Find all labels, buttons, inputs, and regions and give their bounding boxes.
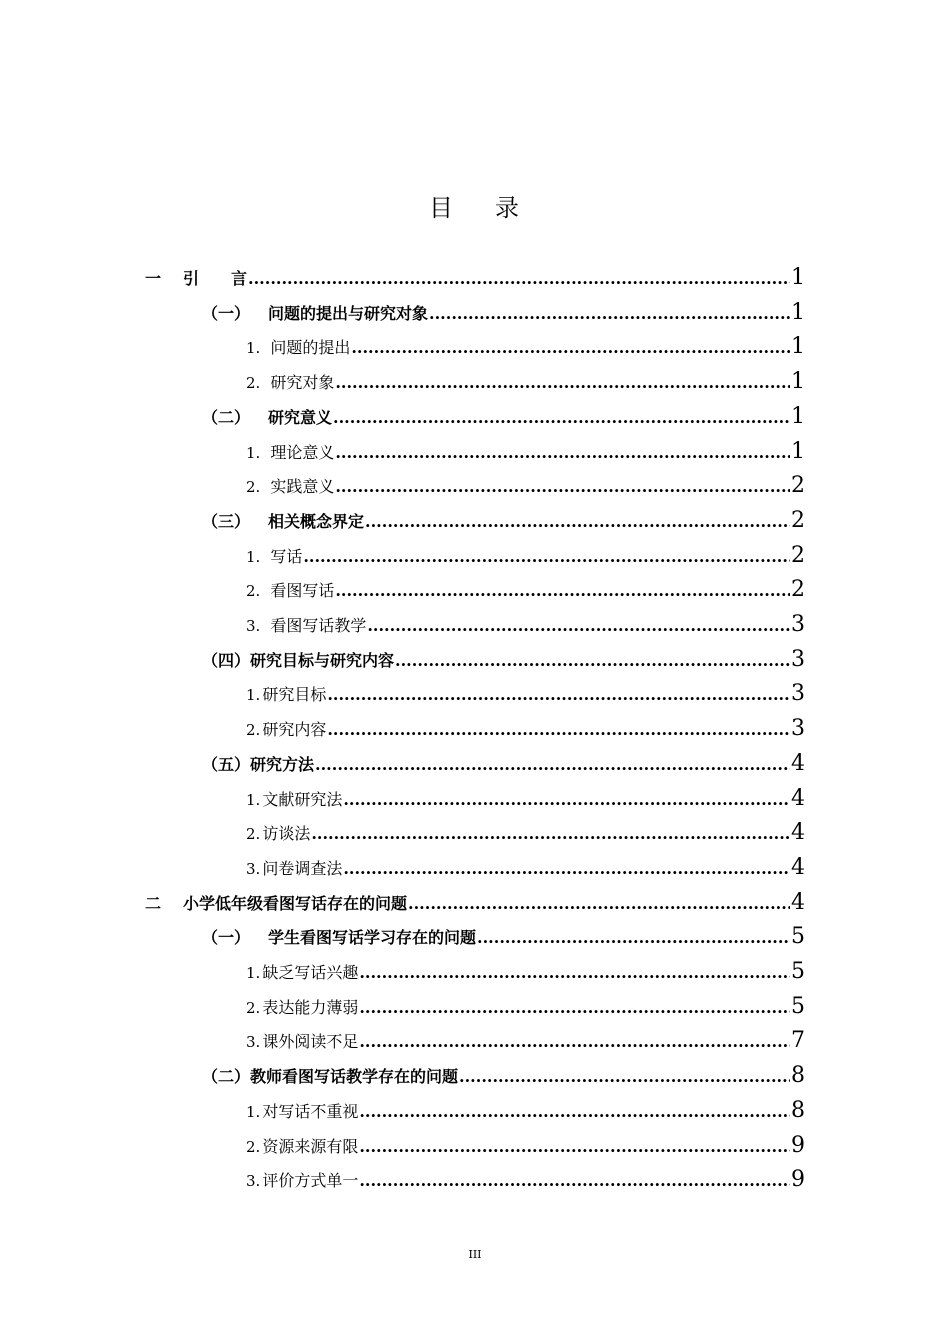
toc-dot-leader	[359, 1025, 790, 1059]
toc-entry-title: 研究对象	[270, 373, 335, 393]
toc-entry-title: 研究目标	[262, 685, 327, 705]
toc-entry-label	[246, 1025, 358, 1059]
toc-dot-leader	[335, 470, 790, 504]
toc-entry-title: 缺乏写话兴趣	[262, 963, 359, 982]
toc-entry-title: 评价方式单一	[262, 1171, 359, 1191]
toc-entry-title: 研究意义	[268, 407, 333, 427]
toc-entry-page: 1	[791, 334, 805, 360]
toc-entry-page: 1	[791, 438, 805, 464]
toc-entry-page: 2	[791, 507, 805, 533]
toc-entry-page: 2	[791, 577, 805, 603]
toc-entry-label	[246, 1164, 358, 1198]
toc-dot-leader	[359, 956, 790, 990]
toc-entry[interactable]	[246, 330, 805, 364]
toc-entry-number: 1.	[246, 790, 261, 809]
toc-entry[interactable]	[202, 920, 805, 954]
toc-entry[interactable]	[246, 435, 805, 469]
toc-dot-leader	[367, 609, 790, 643]
toc-entry-page: 1	[791, 265, 805, 290]
toc-entry-title: 课外阅读不足	[262, 1032, 359, 1052]
toc-entry-number: （一）	[202, 928, 251, 948]
toc-entry[interactable]	[202, 296, 805, 330]
toc-entry-label	[246, 678, 326, 712]
toc-entry-page: 4	[791, 785, 805, 811]
toc-entry-number: （五）	[202, 754, 251, 774]
toc-entry-label	[246, 713, 326, 747]
title-char-1: 目	[429, 194, 455, 222]
toc-entry-label	[246, 783, 342, 817]
toc-dot-leader	[359, 991, 790, 1025]
toc-entry-number: 3.	[246, 617, 261, 635]
toc-entry-number: 1.	[246, 339, 261, 358]
toc-entry-page: 3	[791, 681, 805, 707]
toc-entry[interactable]	[145, 261, 805, 295]
toc-entry[interactable]	[246, 677, 805, 711]
toc-entry-title: 理论意义	[270, 442, 335, 462]
toc-dot-leader	[303, 540, 790, 574]
toc-dot-leader	[395, 644, 790, 678]
toc-entry-title: 资源来源有限	[262, 1136, 359, 1156]
toc-dot-leader	[311, 817, 790, 851]
toc-entry-number: 2.	[246, 374, 261, 393]
toc-entry-title: 引 言	[183, 269, 248, 288]
toc-dot-leader	[327, 713, 790, 747]
toc-entry[interactable]	[202, 1059, 805, 1093]
toc-entry-label	[202, 921, 476, 955]
toc-entry[interactable]	[246, 816, 805, 850]
toc-entry[interactable]	[246, 1129, 805, 1163]
toc-entry[interactable]	[246, 1024, 805, 1058]
toc-entry-title: 问题的提出与研究对象	[268, 303, 429, 323]
toc-entry[interactable]	[246, 955, 805, 989]
toc-entry-number: 3.	[246, 1172, 261, 1191]
toc-entry-label	[246, 574, 334, 608]
toc-entry-title: 研究方法	[250, 754, 315, 774]
toc-entry-label	[202, 505, 364, 539]
toc-dot-leader	[359, 1095, 790, 1129]
toc-entry-number: 2.	[246, 998, 261, 1017]
toc-entry-page: 2	[791, 542, 805, 568]
page-title	[0, 188, 950, 223]
toc-entry-label	[202, 644, 394, 678]
toc-entry[interactable]	[246, 1163, 805, 1197]
toc-entry-label	[246, 470, 334, 504]
toc-entry-number: 2.	[246, 582, 261, 601]
toc-entry-page: 5	[791, 959, 805, 984]
toc-entry-label	[145, 887, 407, 921]
toc-entry-label	[246, 609, 366, 643]
toc-entry-page: 7	[791, 1028, 805, 1054]
toc-entry-title: 相关概念界定	[268, 511, 365, 531]
toc-entry-page: 1	[791, 403, 805, 429]
toc-entry-title: 研究内容	[262, 720, 327, 740]
toc-dot-leader	[359, 1164, 790, 1198]
toc-entry-title: 看图写话教学	[270, 616, 367, 635]
toc-entry[interactable]	[246, 712, 805, 746]
toc-dot-leader	[248, 262, 790, 296]
toc-entry-title: 写话	[270, 546, 303, 566]
toc-entry-number: （二）	[202, 1067, 251, 1087]
toc-entry-page: 8	[791, 1063, 805, 1089]
toc-entry-page: 5	[791, 993, 805, 1019]
toc-entry[interactable]	[246, 365, 805, 399]
toc-dot-leader	[327, 678, 790, 712]
toc-entry-label	[246, 366, 334, 400]
toc-dot-leader	[315, 748, 790, 782]
toc-entry-label	[246, 852, 342, 886]
toc-dot-leader	[343, 852, 790, 886]
toc-dot-leader	[359, 1130, 790, 1164]
toc-entry-page: 3	[791, 646, 805, 672]
toc-entry-number: 1.	[246, 547, 261, 566]
toc-entry-page: 3	[791, 612, 805, 637]
toc-dot-leader	[343, 783, 790, 817]
toc-entry-page: 4	[791, 820, 805, 846]
toc-entry-number: 一	[145, 269, 162, 288]
toc-entry-label	[246, 1130, 358, 1164]
toc-entry[interactable]	[246, 990, 805, 1024]
toc-dot-leader	[429, 297, 790, 331]
toc-entry-title: 研究目标与研究内容	[250, 650, 395, 670]
toc-entry-page: 3	[791, 716, 805, 742]
toc-entry-number: （四）	[202, 650, 251, 670]
toc-entry-label	[246, 817, 310, 851]
toc-entry-title: 表达能力薄弱	[262, 997, 359, 1017]
toc-dot-leader	[408, 887, 790, 921]
toc-entry-label	[145, 262, 247, 296]
toc-entry-label	[246, 540, 302, 574]
toc-entry[interactable]	[145, 886, 805, 920]
toc-entry-title: 教师看图写话教学存在的问题	[250, 1067, 459, 1087]
toc-entry-number: （二）	[202, 407, 251, 427]
toc-entry-page: 8	[791, 1097, 805, 1123]
toc-entry[interactable]	[246, 608, 805, 642]
toc-entry[interactable]	[246, 1094, 805, 1128]
toc-entry-number: 1.	[246, 1102, 261, 1121]
toc-entry-label	[202, 1060, 458, 1094]
toc-entry-number: 二	[145, 893, 162, 913]
toc-entry-number: 2.	[246, 825, 261, 844]
toc-entry-page: 1	[791, 369, 805, 395]
toc-entry-title: 问卷调查法	[262, 858, 343, 878]
toc-dot-leader	[335, 436, 790, 470]
toc-entry-page: 5	[791, 924, 805, 950]
toc-entry-number: 1.	[246, 686, 261, 705]
toc-entry-label	[202, 297, 428, 331]
toc-dot-leader	[335, 366, 790, 400]
toc-entry-page: 9	[791, 1167, 805, 1193]
toc-entry-label	[246, 436, 334, 470]
toc-entry[interactable]	[202, 643, 805, 677]
toc-entry-page: 9	[791, 1132, 805, 1158]
toc-entry-number: 1.	[246, 964, 261, 982]
toc-entry[interactable]	[246, 573, 805, 607]
toc-entry-page: 2	[791, 473, 805, 499]
toc-dot-leader	[365, 505, 790, 539]
toc-entry-label	[246, 331, 350, 365]
toc-dot-leader	[335, 574, 790, 608]
toc-entry-title: 实践意义	[270, 477, 335, 497]
toc-entry-page: 4	[791, 854, 805, 880]
toc-entry-title: 看图写话	[270, 581, 335, 601]
toc-entry[interactable]	[246, 539, 805, 573]
toc-entry-number: （三）	[202, 511, 251, 531]
toc-entry[interactable]	[202, 504, 805, 538]
toc-entry-label	[246, 956, 358, 990]
toc-entry-title: 文献研究法	[262, 789, 343, 809]
toc-entry-title: 对写话不重视	[262, 1101, 359, 1121]
toc-dot-leader	[351, 331, 790, 365]
toc-entry[interactable]	[202, 400, 805, 434]
toc-entry-number: 2.	[246, 1137, 261, 1156]
toc-entry-label	[246, 991, 358, 1025]
toc-dot-leader	[459, 1060, 790, 1094]
toc-entry-label	[246, 1095, 358, 1129]
toc-entry-title: 访谈法	[262, 824, 311, 844]
toc-entry-number: 3.	[246, 1033, 261, 1052]
toc-entry[interactable]	[246, 851, 805, 885]
toc-entry-number: 2.	[246, 721, 261, 740]
toc-entry[interactable]	[246, 469, 805, 503]
toc-entry-number: （一）	[202, 303, 251, 323]
toc-entry-number: 1.	[246, 443, 261, 462]
toc-entry[interactable]	[246, 782, 805, 816]
toc-entry-number: 2.	[246, 478, 261, 497]
toc-dot-leader	[477, 921, 790, 955]
toc-entry-title: 问题的提出	[270, 338, 351, 358]
toc-entry-label	[202, 748, 314, 782]
toc-dot-leader	[333, 401, 790, 435]
toc-entry-page: 1	[791, 299, 805, 325]
title-char-2: 录	[495, 194, 521, 222]
page-number: III	[468, 1248, 482, 1261]
toc-entry[interactable]	[202, 747, 805, 781]
toc-entry-page: 4	[791, 889, 805, 915]
toc-entry-label	[202, 401, 332, 435]
toc-entry-page: 4	[791, 750, 805, 776]
toc-entry-number: 3.	[246, 859, 261, 878]
toc-entry-title: 小学低年级看图写话存在的问题	[183, 893, 408, 913]
toc-entry-title: 学生看图写话学习存在的问题	[268, 928, 477, 948]
